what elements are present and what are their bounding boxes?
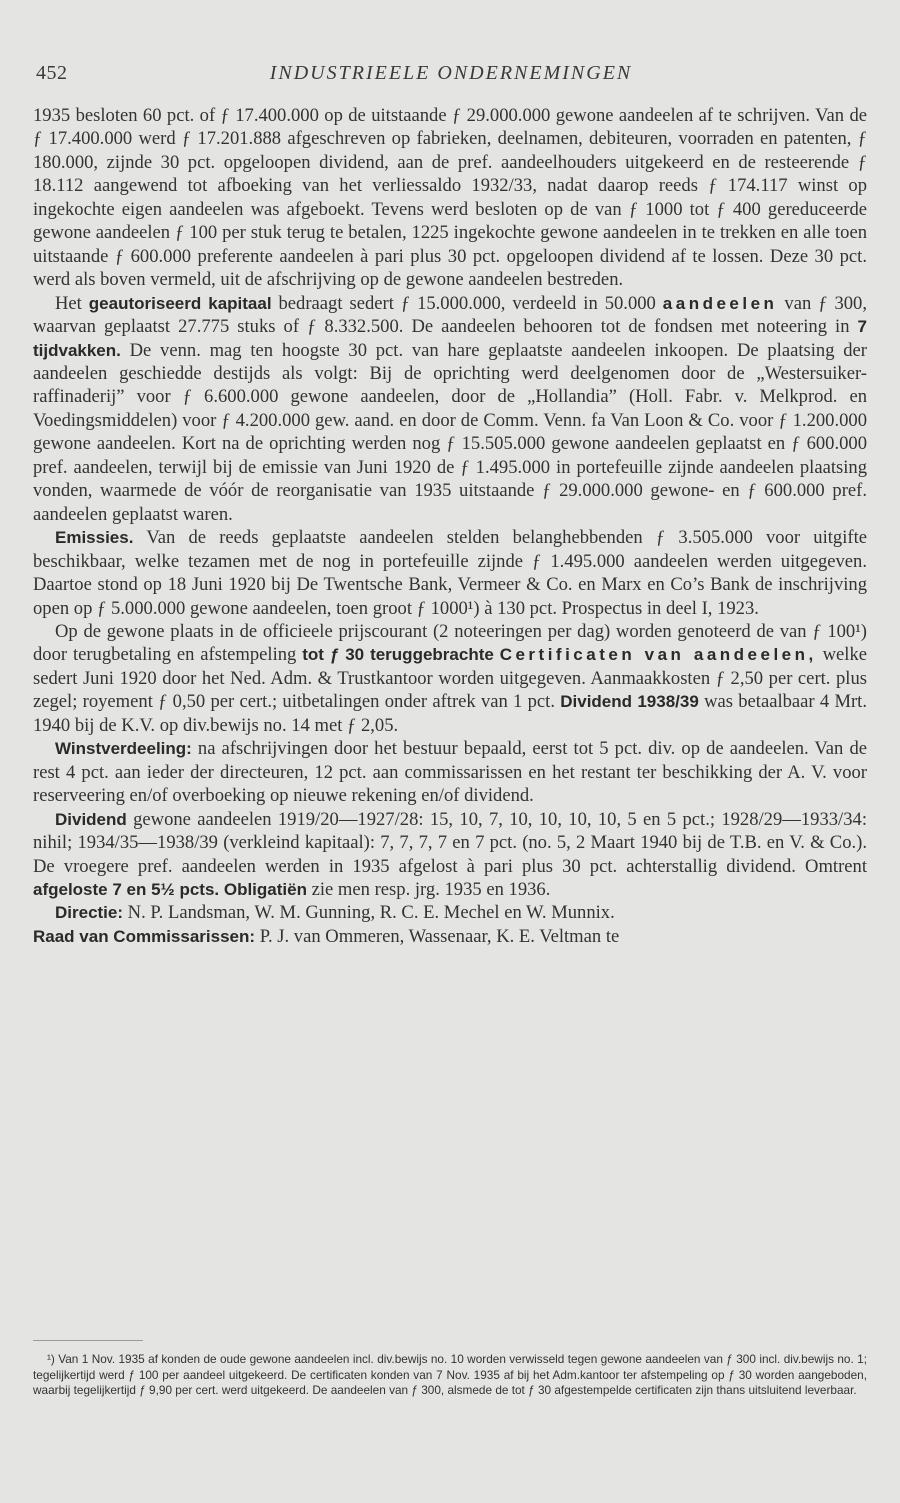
paragraph-capital (33, 292, 867, 527)
bold-term: tot ƒ 30 teruggebrachte (302, 645, 494, 665)
paragraph-reorganisation (33, 104, 867, 292)
text-run: van ƒ 300, waarvan geplaatst 27.775 stuks of ƒ 8.332.500. De aandeelen behooren tot de fondsen met noteering in (33, 292, 867, 338)
paragraph-winstverdeeling (33, 737, 867, 807)
spaced-term: Certificaten van aandeelen, (499, 645, 817, 665)
page-number: 452 (36, 62, 68, 84)
text-run: bedraagt sedert ƒ 15.000.000, verdeeld in 50.000 (271, 292, 663, 314)
spaced-term: aandeelen (662, 293, 778, 313)
text-run: gewone aandeelen 1919/20—1927/28: 15, 10, 7, 10, 10, 10, 10, 5 en 5 pct.; 1928/29—1933/34: nihil; 1934/35—1938/39 (verkleind kapitaal): 7, 7, 7, 7 en 7 pct. (no. 5, 2 Maart 1940 bij de T.B. en V. & Co.). De vroegere pref. aandeelen werden in 1935 afgelost à pari plus 30 pct. achterstallig dividend. Omtrent (33, 808, 867, 877)
bold-term: Dividend 1938/39 (560, 692, 699, 712)
paragraph-dividend (33, 808, 867, 902)
footnote (33, 1352, 867, 1399)
section-heading: Dividend (55, 809, 127, 829)
running-title: INDUSTRIEELE ONDERNEMINGEN (269, 62, 633, 84)
page-header (36, 62, 866, 90)
text-run: was betaalbaar 4 Mrt. 1940 bij de K.V. op div.bewijs no. 14 met ƒ 2,05. (33, 691, 867, 736)
paragraph-text: 1935 besloten 60 pct. of ƒ 17.400.000 op de uitstaande ƒ 29.000.000 gewone aandeelen af te schrijven. Van de ƒ 17.400.000 werd ƒ 17.201.888 afgeschreven op fabrieken, deelnamen, debiteuren, voorraden en patenten, ƒ 180.000, zijnde 30 pct. opgeloopen dividend, aan de pref. aandeelhouders uitgekeerd en de resteerende ƒ 18.112 aangewend tot afboeking van het verliessaldo 1932/33, nadat daarop reeds ƒ 174.117 winst op ingekochte eigen aandeelen was afgeboekt. Tevens werd besloten op de van ƒ 1000 tot ƒ 400 gereduceerde gewone aandeelen ƒ 100 per stuk terug te betalen, 1225 ingekochte gewone aandeelen in te trekken en alle toen uitstaande ƒ 600.000 preferente aandeelen à pari plus 30 pct. opgeloopen dividend af te lossen. Deze 30 pct. werd als boven vermeld, uit de afschrijving op de gewone aandeelen bestreden. (33, 105, 867, 291)
paragraph-directie (33, 901, 867, 924)
footnote-divider (33, 1340, 143, 1341)
section-heading: Raad van Commissarissen: (33, 926, 256, 946)
footnote-text: ¹) Van 1 Nov. 1935 af konden de oude gewone aandeelen incl. div.bewijs no. 10 worden verwisseld tegen gewone aandeelen van ƒ 300 incl. div.bewijs no. 1; tegelijkertijd werd ƒ 100 per aandeel uitgekeerd. De certificaten konden van 7 Nov. 1935 af bij het Adm.kantoor ter afstempeling op ƒ 30 worden aangeboden, waarbij tegelijkertijd ƒ 9,90 per cert. werd uitgekeerd. De aandeelen van ƒ 300, alsmede de tot ƒ 30 afgestempelde certificaten zijn thans uitsluitend leverbaar. (33, 1352, 867, 1397)
paragraph-commissarissen (33, 925, 867, 948)
text-run: welke sedert Juni 1920 door het Ned. Adm. & Trustkantoor worden uitgegeven. Aanmaakkosten ƒ 2,50 per cert. plus zegel; royement ƒ 0,50 per cert.; uitbetalingen onder aftrek van 1 pct. (33, 644, 868, 713)
section-heading: Winstverdeeling: (55, 739, 192, 759)
text-run: P. J. van Ommeren, Wassenaar, K. E. Veltman te (255, 925, 620, 947)
paragraph-certificaten (33, 620, 867, 737)
text-run: Op de gewone plaats in de officieele prijscourant (2 noteeringen per dag) worden genoteerd de van ƒ 100¹) door terugbetaling en afstempeling (33, 620, 867, 666)
section-heading: Directie: (55, 903, 124, 923)
paragraph-emissies (33, 526, 867, 620)
section-heading: Emissies. (55, 528, 134, 548)
bold-term: geautoriseerd kapitaal (88, 293, 272, 313)
text-run: N. P. Landsman, W. M. Gunning, R. C. E. Mechel en W. Munnix. (123, 902, 615, 924)
bold-term: afgeloste 7 en 5½ pcts. Obligatiën (33, 879, 307, 899)
text-run: Van de reeds geplaatste aandeelen stelden belanghebbenden ƒ 3.505.000 voor uitgifte beschikbaar, welke tezamen met de nog in portefeuille zijnde ƒ 1.495.000 aandeelen werden uitgegeven. Daartoe stond op 18 Juni 1920 bij De Twentsche Bank, Vermeer & Co. en Marx en Co’s Bank de inschrijving open op ƒ 5.000.000 gewone aandeelen, toen groot ƒ 1000¹) à 130 pct. Prospectus in deel I, 1923. (33, 527, 867, 619)
text-run: na afschrijvingen door het bestuur bepaald, eerst tot 5 pct. div. op de aandeelen. Van de rest 4 pct. aan ieder der directeuren, 12 pct. aan commissarissen en het restant ter beschikking der A. V. voor reserveering en/of overboeking op nieuwe rekening en/of dividend. (33, 738, 867, 807)
body-text (33, 104, 867, 948)
bold-term: 7 tijdvakken. (33, 317, 867, 360)
text-run: De venn. mag ten hoogste 30 pct. van hare geplaatste aandeelen inkoopen. De plaatsing der aandeelen geschiedde destijds als volgt: Bij de oprichting werd deelgenomen door de „Westersuiker-raffinaderij” voor ƒ 6.600.000 gewone aandeelen, door de „Hollandia” (Holl. Fabr. v. Melkprod. en Voedingsmiddelen) voor ƒ 4.200.000 gew. aand. en door de Comm. Venn. fa Van Loon & Co. voor ƒ 1.200.000 gewone aandeelen. Kort na de oprichting werden nog ƒ 15.505.000 gewone aandeelen geplaatst en ƒ 600.000 pref. aandeelen, terwijl bij de emissie van Juni 1920 de ƒ 1.495.000 in portefeuille zijnde aandeelen plaatsing vonden, waarmede de vóór de reorganisatie van 1935 uitstaande ƒ 29.000.000 gewone- en ƒ 600.000 pref. aandeelen geplaatst waren. (33, 339, 867, 525)
text-run: Het (55, 292, 89, 314)
text-run: zie men resp. jrg. 1935 en 1936. (306, 878, 551, 900)
